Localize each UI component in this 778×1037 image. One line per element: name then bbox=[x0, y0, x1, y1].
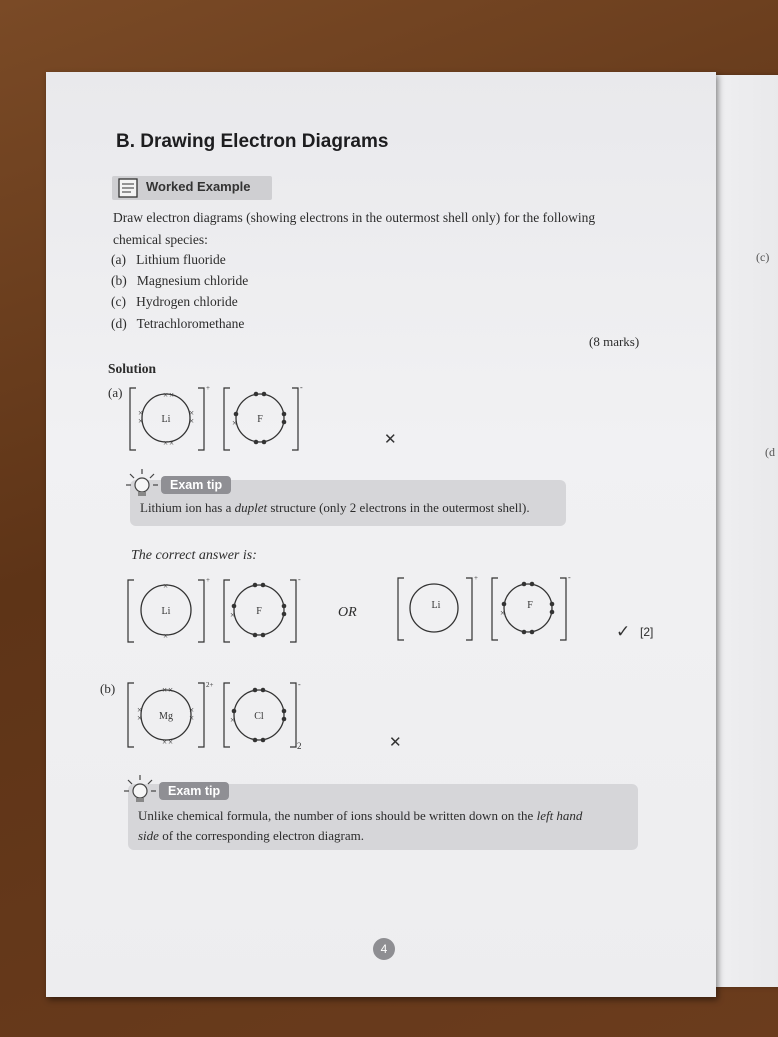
item-label: (a) bbox=[111, 252, 126, 267]
svg-text:×: × bbox=[137, 713, 143, 723]
item-label: (b) bbox=[111, 273, 127, 288]
lightbulb-icon bbox=[122, 773, 158, 805]
charge-minus: - bbox=[300, 383, 303, 392]
diagram-a-correct-1 bbox=[124, 572, 314, 648]
svg-text:×: × bbox=[230, 715, 236, 725]
subscript-two: 2 bbox=[297, 741, 302, 751]
charge-plus: + bbox=[206, 384, 210, 392]
svg-text:×: × bbox=[162, 737, 168, 747]
svg-text:×: × bbox=[230, 610, 236, 620]
diagram-b-wrong bbox=[124, 675, 320, 755]
charge-minus: - bbox=[298, 680, 301, 689]
magnesium-symbol: Mg bbox=[159, 711, 173, 722]
electron-cross: × bbox=[138, 416, 144, 426]
question-line-2: chemical species: bbox=[113, 232, 208, 247]
part-b-label: (b) bbox=[100, 681, 116, 696]
svg-text:×: × bbox=[189, 713, 195, 723]
electron-cross: × bbox=[138, 408, 144, 418]
svg-text:×: × bbox=[168, 737, 174, 747]
lithium-symbol: Li bbox=[161, 414, 171, 425]
page-number: 4 bbox=[373, 938, 395, 960]
notebook-icon bbox=[116, 177, 142, 199]
worked-example-label: Worked Example bbox=[146, 179, 251, 194]
bracket-left bbox=[130, 388, 136, 450]
question-item-c bbox=[111, 294, 238, 310]
tip1-text-post: structure (only 2 electrons in the outermost shell). bbox=[267, 500, 530, 515]
electron-cross: × bbox=[189, 408, 195, 418]
question-line-1: Draw electron diagrams (showing electrons in the outermost shell only) for the following bbox=[113, 210, 596, 225]
tip1-text-pre: Lithium ion has a bbox=[140, 500, 235, 515]
charge-minus: - bbox=[568, 573, 571, 582]
charge-plus: + bbox=[474, 574, 478, 582]
question-item-d bbox=[111, 316, 244, 332]
diagram-a-wrong bbox=[126, 380, 316, 456]
tip2-text-post: of the corresponding electron diagram. bbox=[158, 828, 364, 843]
electron-cross: × bbox=[163, 581, 169, 591]
correct-answer-heading: The correct answer is: bbox=[131, 548, 257, 563]
exam-tip-text-2-line1 bbox=[138, 808, 582, 824]
fluorine-symbol: F bbox=[256, 606, 262, 617]
svg-text:×: × bbox=[162, 685, 168, 695]
item-label: (c) bbox=[111, 294, 126, 309]
worked-example-header bbox=[112, 176, 272, 200]
svg-text:×: × bbox=[168, 685, 174, 695]
or-label: OR bbox=[338, 605, 357, 620]
tip2-emphasis-2: side bbox=[138, 828, 159, 843]
right-page-label-c: (c) bbox=[756, 250, 770, 264]
wrong-mark-a: ✕ bbox=[384, 431, 397, 448]
bracket-right bbox=[198, 388, 204, 450]
tip2-emphasis-1: left hand bbox=[536, 808, 583, 823]
electron-dot bbox=[234, 412, 239, 417]
electron-dot bbox=[254, 392, 259, 397]
section-title: B. Drawing Electron Diagrams bbox=[116, 131, 389, 152]
svg-text:×: × bbox=[500, 608, 506, 618]
question-item-b bbox=[111, 273, 248, 289]
svg-text:×: × bbox=[137, 705, 143, 715]
tip1-emphasis: duplet bbox=[234, 500, 268, 515]
item-text: Lithium fluoride bbox=[136, 252, 226, 267]
part-a-label: (a) bbox=[108, 385, 123, 400]
exam-tip-badge-1: Exam tip bbox=[161, 476, 231, 494]
item-text: Tetrachloromethane bbox=[136, 316, 245, 331]
electron-dot bbox=[282, 420, 287, 425]
electron-cross: × bbox=[163, 631, 169, 641]
charge-two-plus: 2+ bbox=[206, 681, 214, 689]
electron-dot bbox=[282, 412, 287, 417]
lightbulb-icon bbox=[124, 467, 160, 499]
exam-tip-badge-2: Exam tip bbox=[159, 782, 229, 800]
fluorine-symbol: F bbox=[257, 414, 263, 425]
tip2-text-pre: Unlike chemical formula, the number of ions should be written down on the bbox=[138, 808, 537, 823]
wrong-mark-b: ✕ bbox=[389, 734, 402, 751]
electron-dot bbox=[262, 392, 267, 397]
charge-minus: - bbox=[298, 575, 301, 584]
marks-total: (8 marks) bbox=[589, 334, 640, 349]
item-text: Hydrogen chloride bbox=[136, 294, 238, 309]
electron-dot bbox=[262, 440, 267, 445]
correct-check-mark: ✓ bbox=[616, 622, 631, 641]
electron-dot bbox=[254, 440, 259, 445]
svg-text:×: × bbox=[189, 705, 195, 715]
fluorine-symbol: F bbox=[527, 600, 533, 611]
electron-cross: × bbox=[232, 418, 238, 428]
diagram-a-correct-2 bbox=[394, 570, 584, 646]
bracket-right bbox=[292, 388, 298, 450]
charge-plus: + bbox=[206, 576, 210, 584]
right-page-label-d: (d bbox=[765, 445, 775, 459]
electron-cross: × bbox=[163, 438, 169, 448]
electron-cross: × bbox=[189, 416, 195, 426]
electron-cross: × bbox=[169, 438, 175, 448]
score-label: [2] bbox=[640, 625, 654, 639]
solution-heading: Solution bbox=[108, 361, 157, 376]
electron-cross: × bbox=[163, 390, 169, 400]
bracket-left bbox=[224, 388, 230, 450]
item-text: Magnesium chloride bbox=[136, 273, 249, 288]
exam-tip-text-1 bbox=[140, 500, 530, 516]
chlorine-symbol: Cl bbox=[254, 711, 264, 722]
question-item-a bbox=[111, 252, 226, 268]
electron-cross: × bbox=[169, 390, 175, 400]
item-label: (d) bbox=[111, 316, 127, 331]
lithium-symbol: Li bbox=[431, 600, 441, 611]
lithium-symbol: Li bbox=[161, 606, 171, 617]
exam-tip-text-2-line2 bbox=[138, 828, 364, 844]
